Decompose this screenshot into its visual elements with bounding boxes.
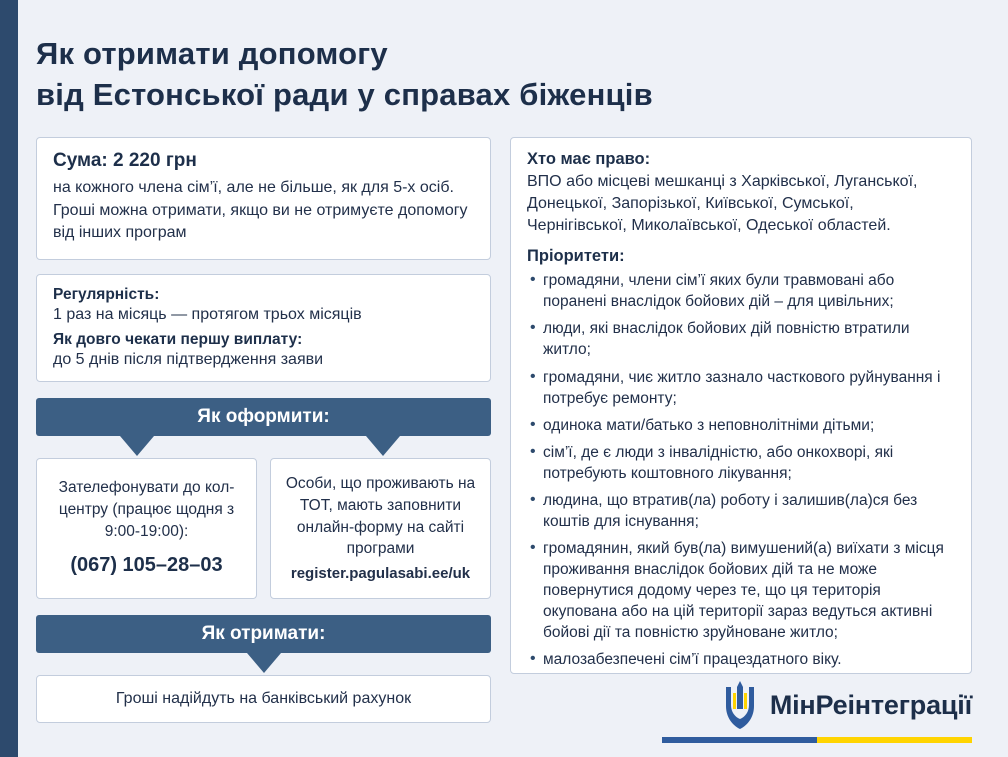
list-item: • громадяни, чиє житло зазнало часткового руйнування і потребує ремонту; [527, 367, 955, 409]
trident-icon [720, 679, 760, 731]
first-payment-heading: Як довго чекати першу виплату: [53, 331, 303, 349]
online-form-card [270, 458, 491, 599]
flag-bar [662, 737, 972, 743]
left-accent-bar [0, 0, 18, 757]
page-title [36, 34, 886, 116]
priorities-heading: Пріоритети: [527, 247, 625, 266]
first-payment-text: до 5 днів після підтвердження заяви [53, 351, 324, 369]
list-item: • громадяни, члени сім’ї яких були травмовані або поранені внаслідок бойових дій – для цивільних; [527, 270, 955, 312]
call-center-phone[interactable]: (067) 105–28–03 [70, 554, 223, 577]
ministry-logo [720, 679, 972, 731]
band-how-to-receive: Як отримати: [36, 615, 491, 653]
list-item: • одинока мати/батько з неповнолітніми дітьми; [527, 415, 955, 436]
regularity-card [36, 274, 491, 382]
regularity-text: 1 раз на місяць — протягом трьох місяців [53, 306, 362, 324]
list-item: • сім’ї, де є люди з інвалідністю, або онкохворі, які потребують коштовного лікування; [527, 442, 955, 484]
arrows-apply [36, 436, 491, 458]
online-form-link[interactable]: register.pagulasabi.ee/uk [290, 564, 471, 582]
eligibility-heading: Хто має право: [527, 150, 651, 168]
priorities-list [527, 270, 955, 670]
flag-yellow-stripe [817, 737, 972, 743]
arrow-down-icon [366, 436, 400, 456]
amount-body: на кожного члена сім’ї, але не більше, як для 5-х осіб. Гроші можна отримати, якщо ви не отримуєте допомогу від інших програм [53, 179, 468, 242]
list-item: • громадянин, який був(ла) вимушений(а) виїхати з місця проживання внаслідок бойових дій та не може повернутися додому через те, що ця територія окупована або на цій території зараз ведуться активні бойові дії та повністю зруйноване житло; [527, 538, 955, 643]
regularity-heading: Регулярність: [53, 286, 160, 304]
online-form-text: Особи, що проживають на ТОТ, мають заповнити онлайн-форму на сайті програми [285, 475, 476, 558]
apply-options [36, 458, 491, 599]
amount-heading: Сума: 2 220 грн [53, 150, 197, 171]
bank-account-card: Гроші надійдуть на банківський рахунок [36, 675, 491, 723]
arrow-down-icon [247, 653, 281, 673]
title-line-1: Як отримати допомогу [36, 36, 388, 71]
band-how-to-apply: Як оформити: [36, 398, 491, 436]
left-column [36, 137, 491, 723]
arrow-down-icon [120, 436, 154, 456]
amount-card [36, 137, 491, 260]
list-item: • малозабезпечені сім’ї працездатного віку. [527, 649, 955, 670]
list-item: • люди, які внаслідок бойових дій повністю втратили житло; [527, 318, 955, 360]
list-item: • людина, що втратив(ла) роботу і залишив(ла)ся без коштів для існування; [527, 490, 955, 532]
title-line-2: від Естонської ради у справах біженців [36, 76, 653, 112]
flag-blue-stripe [662, 737, 817, 743]
right-column [510, 137, 972, 674]
call-center-card [36, 458, 257, 599]
logo-text: МінРеінтеграції [769, 689, 972, 720]
arrows-receive [36, 653, 491, 675]
eligibility-text: ВПО або місцеві мешканці з Харківської, Луганської, Донецької, Запорізької, Київської, Сумської, Чернігівської, Миколаївської, Одеської областей. [527, 173, 918, 235]
call-center-text: Зателефонувати до кол-центру (працює щодня з 9:00-19:00): [58, 479, 235, 541]
